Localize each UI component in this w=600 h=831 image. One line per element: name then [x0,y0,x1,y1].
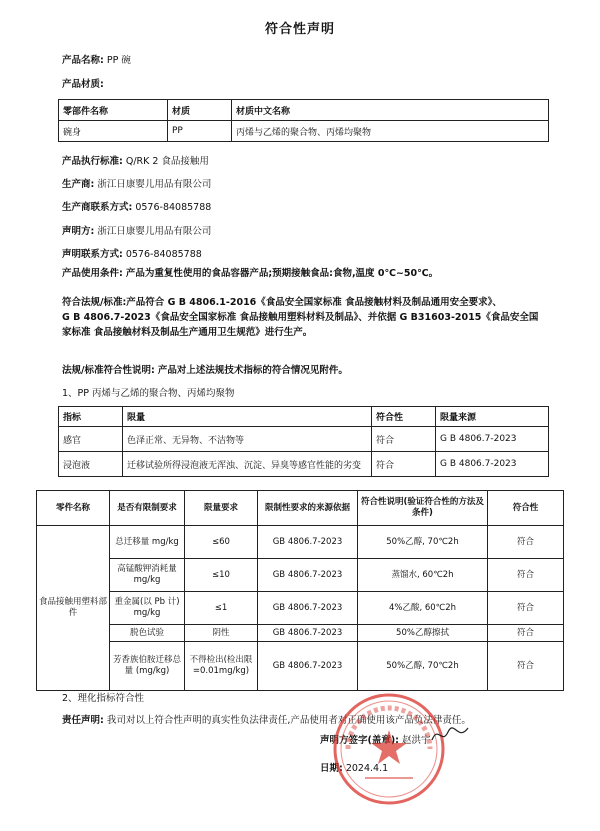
table-cell: 符合 [372,427,436,452]
standard-value: Q/RK 2 食品接触用 [125,156,209,167]
usage-label: 产品使用条件: [62,268,123,279]
table-header-row [59,100,549,121]
table-cell: 蒸馏水, 60℃2h [358,559,488,592]
table-header-row [37,491,564,526]
table-row [37,559,564,592]
manufacturer-contact-line [62,199,211,213]
table-cell: 阴性 [185,625,258,642]
table-cell: 50%乙醇擦拭 [358,625,488,642]
table-cell: GB 4806.7-2023 [258,625,358,642]
manufacturer-value: 浙江日康婴儿用品有限公司 [97,179,212,190]
table-header-row [59,407,549,427]
signature-value: 赵洪宇 [402,735,431,746]
table-cell: 芳香族伯胺迁移总量 (mg/kg) [110,642,185,691]
table-cell: ≤10 [185,559,258,592]
responsibility-label: 责任声明: [62,715,104,726]
table-header-cell: 指标 [59,407,123,427]
limit-table [36,490,564,691]
table-cell: ≤60 [185,526,258,559]
table-header-cell: 零部件名称 [59,100,168,121]
table-cell: 感官 [59,427,123,452]
table-cell: 符合 [488,625,564,642]
table-header-cell: 符合性 [488,491,564,526]
table-cell: G B 4806.7-2023 [436,427,549,452]
standard-line [62,153,209,167]
table-header-cell: 材质 [168,100,232,121]
table-cell: GB 4806.7-2023 [258,559,358,592]
table-cell: 4%乙酸, 60℃2h [358,592,488,625]
table-cell: 符合 [372,452,436,477]
table-row [59,121,549,142]
responsibility-value: 我司对以上符合性声明的真实性负法律责任,产品使用者对正确使用该产品负法律责任。 [106,715,471,726]
explanation-line [62,362,348,376]
section-1-heading: 1、PP 丙烯与乙烯的聚合物、丙烯均聚物 [62,388,235,399]
table-cell: 50%乙醇, 70℃2h [358,526,488,559]
declarant-value: 浙江日康婴儿用品有限公司 [97,226,212,237]
table-cell: 高锰酸钾消耗量 mg/kg [110,559,185,592]
standard-label: 产品执行标准: [62,156,123,167]
manufacturer-label: 生产商: [62,179,95,190]
manufacturer-contact-value: 0576-84085788 [135,202,212,213]
table-cell: 脱色试验 [110,625,185,642]
table-header-cell: 限量来源 [436,407,549,427]
sensory-table [58,406,549,477]
table-cell: 总迁移量 mg/kg [110,526,185,559]
product-name-label: 产品名称: [62,55,104,66]
seal-star-icon [371,730,407,764]
table-cell: GB 4806.7-2023 [258,592,358,625]
material-label: 产品材质: [62,79,104,90]
table-cell: 符合 [488,559,564,592]
usage-line [62,265,438,279]
section-2-heading: 2、理化指标符合性 [62,693,145,704]
table-row [37,642,564,691]
declarant-contact-label: 声明联系方式: [62,249,123,260]
table-row [59,452,549,477]
date-label: 日期: [320,763,343,774]
compliance-line-3: 家标准 食品接触材料及制品生产通用卫生规范》进行生产。 [62,327,313,338]
table-cell: 符合 [488,592,564,625]
table-cell: 迁移试验所得浸泡液无浑浊、沉淀、异臭等感官性能的劣变 [123,452,372,477]
table-cell: G B 4806.7-2023 [436,452,549,477]
table-cell: GB 4806.7-2023 [258,526,358,559]
table-cell: ≤1 [185,592,258,625]
date-value: 2024.4.1 [345,763,389,774]
table-header-cell: 符合性说明(验证符合性的方法及条件) [358,491,488,526]
table-cell: 符合 [488,526,564,559]
product-name-value: PP 碗 [106,55,131,66]
part-name-cell: 食品接触用塑料部件 [37,526,110,691]
table-header-cell: 限制性要求的来源依据 [258,491,358,526]
compliance-paragraph [62,295,550,340]
table-header-cell: 符合性 [372,407,436,427]
table-cell: 50%乙醇, 70℃2h [358,642,488,691]
material-table [58,99,549,142]
table-cell: 不得检出(检出限=0.01mg/kg) [185,642,258,691]
explanation-label: 法规/标准符合性说明: [62,365,155,376]
declarant-line [62,223,211,237]
compliance-line-2: G B 4806.7-2023《食品安全国家标准 食品接触用塑料材料及制品》、并依据 G B31603-2015《食品安全国 [62,312,539,323]
compliance-line-1: 产品符合 G B 4806.1-2016《食品安全国家标准 食品接触材料及制品通用安全要求》、 [126,297,502,308]
declarant-contact-line [62,246,202,260]
table-cell: 符合 [488,642,564,691]
table-cell: 重金属(以 Pb 计) mg/kg [110,592,185,625]
table-cell: 碗身 [59,121,168,142]
table-cell: 丙烯与乙烯的聚合物、丙烯均聚物 [232,121,549,142]
material-line [62,76,104,90]
compliance-label: 符合法规/标准: [62,297,127,308]
explanation-value: 产品对上述法规技术指标的符合情况见附件。 [157,365,348,376]
page-title: 符合性声明 [264,22,335,37]
table-row [37,625,564,642]
declarant-label: 声明方: [62,226,95,237]
signature-stroke [432,728,468,740]
table-cell: 浸泡液 [59,452,123,477]
product-name-line [62,52,131,66]
signature-label: 声明方签字(盖章): [320,735,399,746]
manufacturer-contact-label: 生产商联系方式: [62,202,133,213]
manufacturer-line [62,176,211,190]
table-cell: PP [168,121,232,142]
table-header-cell: 限量 [123,407,372,427]
table-row [37,592,564,625]
table-header-cell: 材质中文名称 [232,100,549,121]
table-header-cell: 零件名称 [37,491,110,526]
handwritten-signature [430,720,470,750]
table-row [37,526,564,559]
table-cell: GB 4806.7-2023 [258,642,358,691]
table-header-cell: 限量要求 [185,491,258,526]
table-header-cell: 是否有限制要求 [110,491,185,526]
declarant-contact-value: 0576-84085788 [125,249,202,260]
usage-value: 产品为重复性使用的食品容器产品;预期接触食品:食物,温度 0℃~50℃。 [125,268,439,279]
table-cell: 色泽正常、无异物、不洁物等 [123,427,372,452]
table-row [59,427,549,452]
